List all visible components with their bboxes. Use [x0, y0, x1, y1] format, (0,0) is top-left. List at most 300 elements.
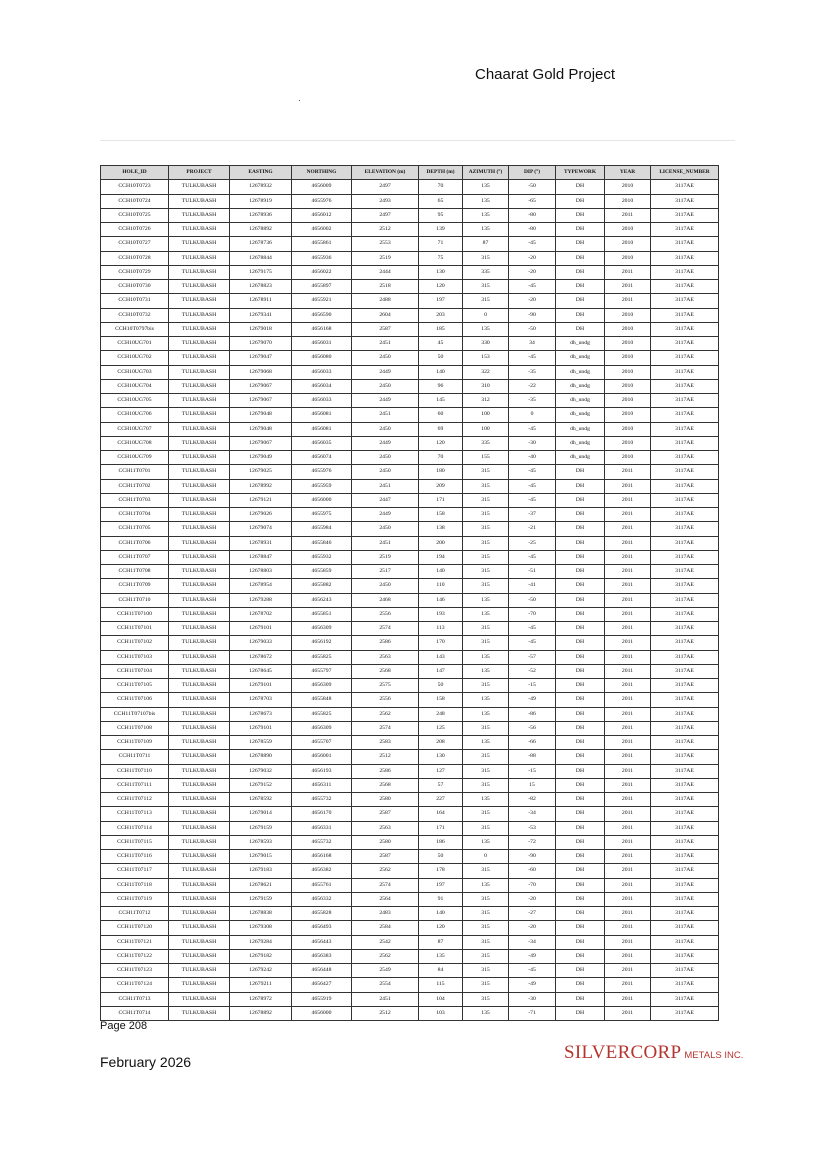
table-cell: 3117AE: [651, 835, 719, 849]
table-cell: -35: [509, 365, 556, 379]
table-row: [101, 921, 719, 935]
table-cell: 155: [463, 451, 509, 465]
table-cell: 12678936: [230, 208, 292, 222]
table-cell: 4655825: [292, 650, 352, 664]
table-cell: DH: [556, 322, 605, 336]
table-cell: 185: [419, 322, 463, 336]
table-cell: 2512: [352, 223, 419, 237]
table-cell: DH: [556, 280, 605, 294]
table-cell: -35: [509, 394, 556, 408]
table-cell: 135: [463, 835, 509, 849]
table-cell: 4655851: [292, 607, 352, 621]
table-cell: 315: [463, 679, 509, 693]
table-cell: 3117AE: [651, 265, 719, 279]
table-cell: 312: [463, 394, 509, 408]
table-cell: 203: [419, 308, 463, 322]
table-cell: 2011: [605, 636, 651, 650]
table-cell: 2010: [605, 251, 651, 265]
table-cell: 12679068: [230, 365, 292, 379]
table-cell: 2587: [352, 807, 419, 821]
table-cell: 12679152: [230, 778, 292, 792]
table-cell: 3117AE: [651, 194, 719, 208]
table-cell: 12679048: [230, 408, 292, 422]
table-cell: 12679284: [230, 935, 292, 949]
table-cell: 135: [463, 223, 509, 237]
table-cell: 310: [463, 379, 509, 393]
table-cell: DH: [556, 707, 605, 721]
table-cell: -15: [509, 679, 556, 693]
table-cell: dh_undg: [556, 451, 605, 465]
table-cell: 91: [419, 892, 463, 906]
table-cell: 3117AE: [651, 379, 719, 393]
table-cell: DH: [556, 479, 605, 493]
table-cell: 2451: [352, 992, 419, 1006]
table-row: [101, 379, 719, 393]
table-cell: 2575: [352, 679, 419, 693]
table-cell: CCH11T07114: [101, 821, 169, 835]
table-cell: 2483: [352, 907, 419, 921]
table-cell: 4656002: [292, 223, 352, 237]
table-cell: CCH10UG702: [101, 351, 169, 365]
table-cell: 3117AE: [651, 650, 719, 664]
page-number: Page 208: [100, 1020, 148, 1032]
table-cell: TULKUBASH: [169, 921, 230, 935]
table-cell: 153: [463, 351, 509, 365]
table-cell: 2518: [352, 280, 419, 294]
table-cell: 12679018: [230, 322, 292, 336]
table-cell: 2553: [352, 237, 419, 251]
table-cell: 147: [419, 664, 463, 678]
table-cell: DH: [556, 650, 605, 664]
table-cell: 2580: [352, 793, 419, 807]
table-cell: 3117AE: [651, 850, 719, 864]
table-cell: 12679182: [230, 949, 292, 963]
table-cell: 322: [463, 365, 509, 379]
table-cell: 2556: [352, 693, 419, 707]
table-cell: 12679026: [230, 508, 292, 522]
table-cell: 2011: [605, 664, 651, 678]
table-cell: 4656035: [292, 436, 352, 450]
table-cell: 12678911: [230, 294, 292, 308]
table-cell: 315: [463, 465, 509, 479]
table-cell: 135: [463, 180, 509, 194]
table-cell: 12678703: [230, 693, 292, 707]
table-cell: 197: [419, 878, 463, 892]
table-cell: 2011: [605, 864, 651, 878]
table-cell: 3117AE: [651, 679, 719, 693]
table-cell: TULKUBASH: [169, 607, 230, 621]
table-cell: TULKUBASH: [169, 1006, 230, 1020]
table-cell: TULKUBASH: [169, 764, 230, 778]
table-cell: 4656034: [292, 379, 352, 393]
table-cell: 2011: [605, 622, 651, 636]
table-cell: -49: [509, 693, 556, 707]
table-cell: CCH11T07106: [101, 693, 169, 707]
table-cell: 2587: [352, 322, 419, 336]
table-cell: 4656081: [292, 422, 352, 436]
table-cell: -53: [509, 821, 556, 835]
table-row: [101, 807, 719, 821]
table-cell: 4656332: [292, 892, 352, 906]
table-cell: TULKUBASH: [169, 878, 230, 892]
table-cell: -41: [509, 579, 556, 593]
table-cell: 4656031: [292, 337, 352, 351]
table-cell: 135: [463, 607, 509, 621]
table-cell: 96: [419, 379, 463, 393]
table-cell: 2451: [352, 536, 419, 550]
table-cell: 2580: [352, 835, 419, 849]
table-cell: 12678892: [230, 1006, 292, 1020]
table-cell: 2011: [605, 921, 651, 935]
table-cell: TULKUBASH: [169, 208, 230, 222]
table-cell: 4656170: [292, 807, 352, 821]
table-cell: TULKUBASH: [169, 280, 230, 294]
table-cell: 315: [463, 479, 509, 493]
table-cell: DH: [556, 764, 605, 778]
table-cell: 4656383: [292, 949, 352, 963]
table-cell: 3117AE: [651, 878, 719, 892]
table-cell: 135: [463, 593, 509, 607]
table-cell: TULKUBASH: [169, 721, 230, 735]
table-cell: 84: [419, 964, 463, 978]
table-cell: 4655859: [292, 565, 352, 579]
table-cell: TULKUBASH: [169, 736, 230, 750]
table-cell: 3117AE: [651, 451, 719, 465]
table-row: [101, 935, 719, 949]
table-cell: 12678559: [230, 736, 292, 750]
table-cell: 4655936: [292, 251, 352, 265]
table-cell: TULKUBASH: [169, 308, 230, 322]
table-row: [101, 280, 719, 294]
table-cell: 315: [463, 778, 509, 792]
table-cell: 12679242: [230, 964, 292, 978]
table-cell: 4656001: [292, 750, 352, 764]
table-cell: 2468: [352, 593, 419, 607]
table-cell: 315: [463, 536, 509, 550]
table-row: [101, 907, 719, 921]
table-cell: CCH11T0701: [101, 465, 169, 479]
table-cell: CCH11T0704: [101, 508, 169, 522]
table-cell: 4655707: [292, 736, 352, 750]
table-row: [101, 265, 719, 279]
table-cell: DH: [556, 308, 605, 322]
table-cell: 12678592: [230, 793, 292, 807]
table-cell: 12678672: [230, 650, 292, 664]
table-cell: DH: [556, 265, 605, 279]
table-cell: 4656192: [292, 636, 352, 650]
table-cell: TULKUBASH: [169, 408, 230, 422]
table-cell: 45: [419, 337, 463, 351]
table-cell: dh_undg: [556, 379, 605, 393]
table-cell: 2450: [352, 379, 419, 393]
table-cell: DH: [556, 807, 605, 821]
table-cell: -45: [509, 465, 556, 479]
table-row: [101, 607, 719, 621]
table-cell: TULKUBASH: [169, 664, 230, 678]
table-cell: DH: [556, 664, 605, 678]
table-cell: 12679288: [230, 593, 292, 607]
table-cell: 3117AE: [651, 907, 719, 921]
table-cell: 186: [419, 835, 463, 849]
table-cell: 4656000: [292, 493, 352, 507]
table-row: [101, 550, 719, 564]
table-cell: 125: [419, 721, 463, 735]
column-header: NORTHING: [292, 166, 352, 180]
table-row: [101, 294, 719, 308]
table-cell: 2011: [605, 992, 651, 1006]
table-cell: 2564: [352, 892, 419, 906]
document-title: Chaarat Gold Project: [475, 66, 616, 83]
table-cell: 4655848: [292, 693, 352, 707]
table-cell: 164: [419, 807, 463, 821]
table-cell: TULKUBASH: [169, 778, 230, 792]
table-cell: 2451: [352, 337, 419, 351]
table-cell: -20: [509, 265, 556, 279]
table-cell: 4656193: [292, 764, 352, 778]
table-cell: 12678844: [230, 251, 292, 265]
table-cell: 12679308: [230, 921, 292, 935]
table-cell: 2010: [605, 451, 651, 465]
table-cell: 315: [463, 565, 509, 579]
table-cell: 315: [463, 280, 509, 294]
table-cell: CCH11T0703: [101, 493, 169, 507]
table-cell: 2011: [605, 465, 651, 479]
table-row: [101, 778, 719, 792]
table-row: [101, 664, 719, 678]
table-cell: 57: [419, 778, 463, 792]
table-cell: TULKUBASH: [169, 964, 230, 978]
table-cell: 4656080: [292, 351, 352, 365]
table-cell: 4655861: [292, 237, 352, 251]
table-cell: 2010: [605, 365, 651, 379]
table-cell: -30: [509, 436, 556, 450]
table-cell: -82: [509, 793, 556, 807]
table-cell: TULKUBASH: [169, 436, 230, 450]
table-cell: 12679211: [230, 978, 292, 992]
table-cell: DH: [556, 536, 605, 550]
table-cell: -45: [509, 636, 556, 650]
table-cell: 12678892: [230, 223, 292, 237]
table-cell: CCH10T0723: [101, 180, 169, 194]
table-cell: -49: [509, 949, 556, 963]
drillhole-table-container: [100, 165, 718, 1021]
table-cell: DH: [556, 978, 605, 992]
table-cell: 3117AE: [651, 337, 719, 351]
table-row: [101, 1006, 719, 1020]
table-cell: TULKUBASH: [169, 465, 230, 479]
table-cell: 2450: [352, 351, 419, 365]
logo-subtitle: METALS INC.: [684, 1050, 744, 1061]
table-cell: 3117AE: [651, 365, 719, 379]
table-cell: TULKUBASH: [169, 194, 230, 208]
table-row: [101, 194, 719, 208]
table-cell: 2011: [605, 607, 651, 621]
table-cell: CCH11T0712: [101, 907, 169, 921]
table-cell: 4655959: [292, 479, 352, 493]
table-cell: 50: [419, 850, 463, 864]
table-cell: TULKUBASH: [169, 251, 230, 265]
table-cell: DH: [556, 622, 605, 636]
table-row: [101, 522, 719, 536]
table-cell: CCH11T0707: [101, 550, 169, 564]
table-cell: 3117AE: [651, 408, 719, 422]
table-cell: 2010: [605, 308, 651, 322]
column-header: AZIMUTH (°): [463, 166, 509, 180]
table-cell: 12678847: [230, 550, 292, 564]
table-cell: DH: [556, 878, 605, 892]
table-cell: 104: [419, 992, 463, 1006]
table-cell: 3117AE: [651, 707, 719, 721]
table-cell: 197: [419, 294, 463, 308]
table-cell: TULKUBASH: [169, 180, 230, 194]
column-header: LICENSE_NUMBER: [651, 166, 719, 180]
table-cell: 335: [463, 436, 509, 450]
table-cell: 3117AE: [651, 593, 719, 607]
table-cell: 3117AE: [651, 308, 719, 322]
table-cell: 2011: [605, 479, 651, 493]
table-cell: 12679074: [230, 522, 292, 536]
table-cell: DH: [556, 294, 605, 308]
table-cell: 3117AE: [651, 251, 719, 265]
table-cell: -45: [509, 422, 556, 436]
table-cell: 2449: [352, 436, 419, 450]
table-cell: 315: [463, 764, 509, 778]
table-cell: -90: [509, 850, 556, 864]
table-cell: 3117AE: [651, 508, 719, 522]
table-cell: 135: [463, 1006, 509, 1020]
table-cell: 2011: [605, 907, 651, 921]
table-cell: 3117AE: [651, 436, 719, 450]
table-cell: 3117AE: [651, 949, 719, 963]
table-row: [101, 679, 719, 693]
table-cell: 2010: [605, 223, 651, 237]
table-cell: 2010: [605, 436, 651, 450]
table-cell: -21: [509, 522, 556, 536]
table-cell: 135: [419, 949, 463, 963]
table-cell: 178: [419, 864, 463, 878]
table-cell: 3117AE: [651, 522, 719, 536]
table-cell: -52: [509, 664, 556, 678]
table-cell: 200: [419, 536, 463, 550]
table-cell: 4656443: [292, 935, 352, 949]
table-cell: 3117AE: [651, 736, 719, 750]
table-cell: -50: [509, 593, 556, 607]
table-cell: 4655919: [292, 992, 352, 1006]
table-cell: 2010: [605, 379, 651, 393]
table-cell: 4656331: [292, 821, 352, 835]
table-cell: 135: [463, 736, 509, 750]
table-cell: 135: [463, 322, 509, 336]
table-cell: 4656309: [292, 721, 352, 735]
table-cell: 4656590: [292, 308, 352, 322]
table-cell: 4656493: [292, 921, 352, 935]
table-cell: 4656382: [292, 864, 352, 878]
table-cell: 60: [419, 408, 463, 422]
table-cell: TULKUBASH: [169, 593, 230, 607]
table-cell: 2574: [352, 622, 419, 636]
table-cell: DH: [556, 921, 605, 935]
table-cell: 12678702: [230, 607, 292, 621]
table-cell: 139: [419, 223, 463, 237]
table-cell: 315: [463, 949, 509, 963]
table-cell: 2011: [605, 1006, 651, 1020]
table-cell: DH: [556, 237, 605, 251]
table-cell: TULKUBASH: [169, 622, 230, 636]
table-cell: dh_undg: [556, 436, 605, 450]
table-row: [101, 693, 719, 707]
table-cell: -71: [509, 1006, 556, 1020]
table-row: [101, 493, 719, 507]
table-cell: TULKUBASH: [169, 422, 230, 436]
table-cell: dh_undg: [556, 394, 605, 408]
table-cell: 315: [463, 921, 509, 935]
table-cell: 3117AE: [651, 351, 719, 365]
table-cell: CCH10T0729: [101, 265, 169, 279]
table-cell: 3117AE: [651, 550, 719, 564]
table-cell: CCH10T0727: [101, 237, 169, 251]
table-row: [101, 878, 719, 892]
table-cell: 140: [419, 365, 463, 379]
table-cell: CCH11T07122: [101, 949, 169, 963]
table-cell: CCH10UG709: [101, 451, 169, 465]
table-cell: 4655897: [292, 280, 352, 294]
table-row: [101, 964, 719, 978]
table-cell: TULKUBASH: [169, 807, 230, 821]
table-cell: DH: [556, 579, 605, 593]
table-cell: 2586: [352, 636, 419, 650]
table-row: [101, 337, 719, 351]
table-cell: 12679025: [230, 465, 292, 479]
table-cell: 2563: [352, 821, 419, 835]
table-cell: 2450: [352, 451, 419, 465]
table-row: [101, 593, 719, 607]
table-cell: 3117AE: [651, 750, 719, 764]
table-cell: CCH11T07117: [101, 864, 169, 878]
table-cell: CCH11T07111: [101, 778, 169, 792]
table-cell: 2517: [352, 565, 419, 579]
table-cell: CCH11T0708: [101, 565, 169, 579]
table-cell: CCH11T0711: [101, 750, 169, 764]
table-body: [101, 180, 719, 1021]
table-cell: 2449: [352, 508, 419, 522]
table-cell: dh_undg: [556, 365, 605, 379]
table-cell: 2587: [352, 850, 419, 864]
column-header: HOLE_ID: [101, 166, 169, 180]
table-cell: 3117AE: [651, 294, 719, 308]
table-cell: 12679049: [230, 451, 292, 465]
table-cell: TULKUBASH: [169, 892, 230, 906]
table-cell: DH: [556, 493, 605, 507]
table-cell: 12678645: [230, 664, 292, 678]
table-cell: 3117AE: [651, 864, 719, 878]
table-cell: 4656000: [292, 1006, 352, 1020]
table-cell: 315: [463, 550, 509, 564]
table-cell: 12678803: [230, 565, 292, 579]
table-cell: DH: [556, 907, 605, 921]
table-row: [101, 451, 719, 465]
table-cell: 315: [463, 636, 509, 650]
table-cell: 4655797: [292, 664, 352, 678]
table-cell: -80: [509, 223, 556, 237]
table-cell: 120: [419, 436, 463, 450]
table-cell: 115: [419, 978, 463, 992]
table-cell: 315: [463, 522, 509, 536]
table-cell: 2497: [352, 208, 419, 222]
table-cell: -45: [509, 351, 556, 365]
table-cell: 12679070: [230, 337, 292, 351]
table-cell: 4656033: [292, 394, 352, 408]
table-cell: CCH11T07102: [101, 636, 169, 650]
